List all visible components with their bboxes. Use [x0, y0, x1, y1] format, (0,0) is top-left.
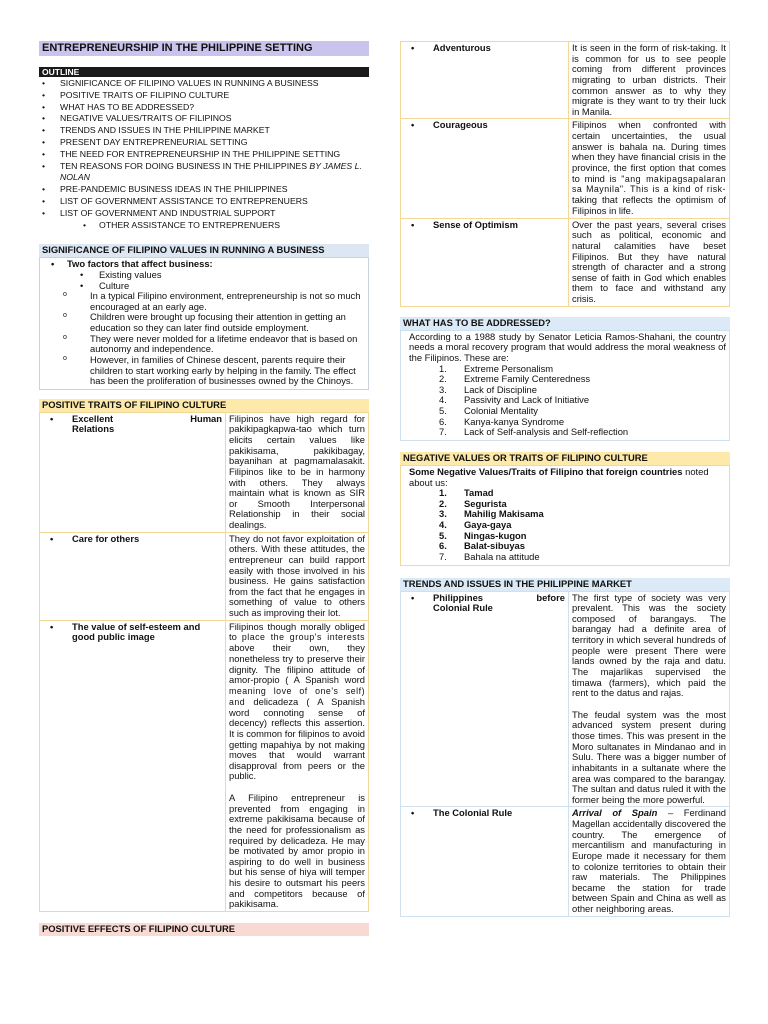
trait-value: It is seen in the form of risk-taking. It is common for us to see people coming from different provinces migrating to urban districts. Their common answer as to why they migrate is they want to try their luck in Manila.: [569, 42, 730, 119]
outline-list: [39, 78, 369, 231]
table-row: [401, 42, 730, 119]
significance-point: o However, in families of Chinese descent, parents require their children to start working early by helping in the family. The effect has been the proliferation of businesses owned by the Chinoys.: [63, 353, 356, 387]
significance-point: o Children were brought up focusing their attention in getting an education so they can later find outside employment.: [63, 311, 346, 334]
trait-key: • Adventurous: [401, 42, 569, 119]
list-item: 6. Kanya-kanya Syndrome: [439, 415, 565, 427]
left-column: [39, 0, 369, 936]
negative-intro: Some Negative Values/Traits of Filipino that foreign countries noted about us:: [409, 465, 709, 488]
significance-heading: SIGNIFICANCE OF FILIPINO VALUES IN RUNNING A BUSINESS: [39, 244, 369, 257]
factors-label: Two factors that affect business:: [67, 258, 213, 270]
list-item: 3. Lack of Discipline: [439, 383, 537, 395]
outline-item-text: TEN REASONS FOR DOING BUSINESS IN THE PHILIPPINES: [60, 160, 307, 171]
list-item: 5. Ningas-kugon: [439, 529, 527, 541]
outline-item: • THE NEED FOR ENTREPRENEURSHIP IN THE PHILIPPINE SETTING: [39, 149, 369, 161]
list-item: 7. Lack of Self-analysis and Self-reflection: [439, 426, 629, 438]
list-item: 2. Segurista: [439, 497, 507, 509]
right-column: [400, 41, 730, 917]
list-item: 4. Passivity and Lack of Initiative: [439, 394, 590, 406]
trait-value: Filipinos have high regard for pakikipagkapwa-tao which turn elicits certain values like pakikisama, pakikibagay, bayanihan at pagmamalasakit. Filipinos like to be in harmony with others. They always maintain what is known as SIR or Smooth Interpersonal Relationship in their social dealings.: [226, 412, 369, 532]
trend-value: The first type of society was very prevalent. This was the society composed of barangays. The barangay had a definite area of territory in which several hundreds of people were present There were lands owned by the raja and datu. The majarlikas supervised the timawa (farmers), which paid the rent to the datus and rajas. The feudal system was the most advanced system present during those times. This was present in the Moro sultanates in Mindanao and in Sulu. There was a bigger number of inhabitants in a sultanate where the area was compared to the barangay. The sultan and datus ruled it with the former being the more powerful.: [569, 591, 730, 807]
list-item: 5. Colonial Mentality: [439, 405, 538, 416]
table-row: [401, 218, 730, 306]
outline-item: • PRESENT DAY ENTREPRENEURIAL SETTING: [39, 137, 369, 149]
factors-label-row: • Two factors that affect business:: [51, 258, 213, 270]
table-row: [401, 591, 730, 807]
trend-value: Arrival of Spain – Ferdinand Magellan accidentally discovered the country. The emergence of mercantilism and manufacturing in Europe made it necessary for them to colonize territories to obtain their raw materials. The Philippines became the station for trade between Spain and China as well as other neighboring areas.: [569, 807, 730, 916]
significance-box: [39, 257, 369, 390]
negative-heading: NEGATIVE VALUES OR TRAITS OF FILIPINO CULTURE: [400, 452, 730, 465]
list-item: 1. Extreme Personalism: [439, 362, 554, 374]
trait-key: • Courageous: [401, 119, 569, 218]
table-row: [401, 807, 730, 916]
outline-item: [39, 161, 369, 185]
table-row: [40, 532, 369, 620]
trait-value: Over the past years, several crises such as political, economic and natural calamities have beset Filipinos. But they have natural strength of character and a strong sense of faith in God which enables them to face and withstand any crisis.: [569, 218, 730, 306]
outline-item: • PRE-PANDEMIC BUSINESS IDEAS IN THE PHILIPPINES: [39, 184, 369, 196]
list-item: 1. Tamad: [439, 487, 494, 499]
list-item: 6. Balat-sibuyas: [439, 540, 525, 552]
table-row: [40, 412, 369, 532]
trends-heading: TRENDS AND ISSUES IN THE PHILIPPINE MARKET: [400, 578, 730, 591]
list-item: 4. Gaya-gaya: [439, 519, 512, 530]
trait-value: Filipinos though morally obliged to place the group's interests above their own, they nonetheless try to preserve their dignity. The filipino attitude of amor-propio ( A Spanish word meaning love of one's self) and delicadeza ( A Spanish word connoting sense of decency) reflects this assertion. It is common for filipinos to avoid getting mapahiya by not making moves that would warrant disapproval from peers or the public. A Filipino entrepreneur is prevented from engaging in extreme pakikisama because of the need for professionalism as required by delicadeza. He may be motivated by amor propio in aspiring to do well in business but his sense of hiya will temper his desire to outsmart his peers and competitors because of pakikisama.: [226, 620, 369, 911]
trait-key: • Care for others: [40, 532, 226, 620]
outline-item: • TRENDS AND ISSUES IN THE PHILIPPINE MARKET: [39, 125, 369, 137]
negative-box: [400, 465, 730, 566]
significance-point: o They were never molded for a lifetime endeavor that is based on autonomy and independence.: [63, 332, 358, 355]
factor-item: • Culture: [80, 279, 130, 291]
addressed-heading: WHAT HAS TO BE ADDRESSED?: [400, 317, 730, 330]
list-item: 3. Mahilig Makisama: [439, 508, 544, 520]
trend-key: • The Colonial Rule: [401, 807, 569, 916]
table-row: [401, 119, 730, 218]
outline-item: • NEGATIVE VALUES/TRAITS OF FILIPINOS: [39, 113, 369, 125]
list-item: 7. Bahala na attitude: [439, 550, 540, 562]
trait-key: • The value of self-esteem and good public image: [40, 620, 226, 911]
outline-item: • POSITIVE TRAITS OF FILIPINO CULTURE: [39, 90, 369, 102]
trend-key: • Philippines before Colonial Rule: [401, 591, 569, 807]
trait-value: Filipinos when confronted with certain uncertainties, the usual answer is bahala na. During times when they have financial crisis in the province, the first option that comes to mind is "ang makipagsapalaran sa Maynila". This is a kind of risk- taking that reflects the optimism of Filipinos in life.: [569, 119, 730, 218]
addressed-box: [400, 330, 730, 441]
outline-item: • LIST OF GOVERNMENT ASSISTANCE TO ENTREPRENUERS: [39, 196, 369, 208]
table-row: [40, 620, 369, 911]
addressed-intro: According to a 1988 study by Senator Leticia Ramos-Shahani, the country needs a moral recovery program that would address the moral weakness of the Filipinos. These are:: [409, 330, 726, 363]
outline-item-author: BY JAMES L. NOLAN: [60, 160, 362, 183]
factor-item: • Existing values: [80, 268, 162, 280]
outline-sub-item: • OTHER ASSISTANCE TO ENTREPRENUERS: [39, 220, 369, 232]
outline-item: • LIST OF GOVERNMENT AND INDUSTRIAL SUPPORT: [39, 208, 369, 220]
significance-point: o In a typical Filipino environment, entrepreneurship is not so much encouraged at an early age.: [63, 290, 361, 312]
addressed-list: [409, 364, 726, 438]
trends-table: [400, 591, 730, 917]
trait-value: They do not favor exploitation of others. With these attitudes, the entrepreneur can build rapport easily with those involved in his business. He gains satisfaction from the fact that he engages in something of value to others such as improving their lot.: [226, 532, 369, 620]
outline-label: OUTLINE: [39, 67, 369, 77]
document-title: ENTREPRENEURSHIP IN THE PHILIPPINE SETTING: [39, 41, 369, 56]
outline-item: • SIGNIFICANCE OF FILIPINO VALUES IN RUNNING A BUSINESS: [39, 78, 369, 90]
trait-key: • Excellent Human Relations: [40, 412, 226, 532]
right-traits-table: [400, 41, 730, 307]
trait-key: • Sense of Optimism: [401, 218, 569, 306]
outline-item: • WHAT HAS TO BE ADDRESSED?: [39, 102, 369, 114]
positive-traits-heading: POSITIVE TRAITS OF FILIPINO CULTURE: [39, 399, 369, 412]
positive-traits-table: [39, 412, 369, 912]
positive-effects-heading: POSITIVE EFFECTS OF FILIPINO CULTURE: [39, 923, 369, 936]
list-item: 2. Extreme Family Centeredness: [439, 373, 591, 385]
negative-list: [409, 488, 726, 562]
